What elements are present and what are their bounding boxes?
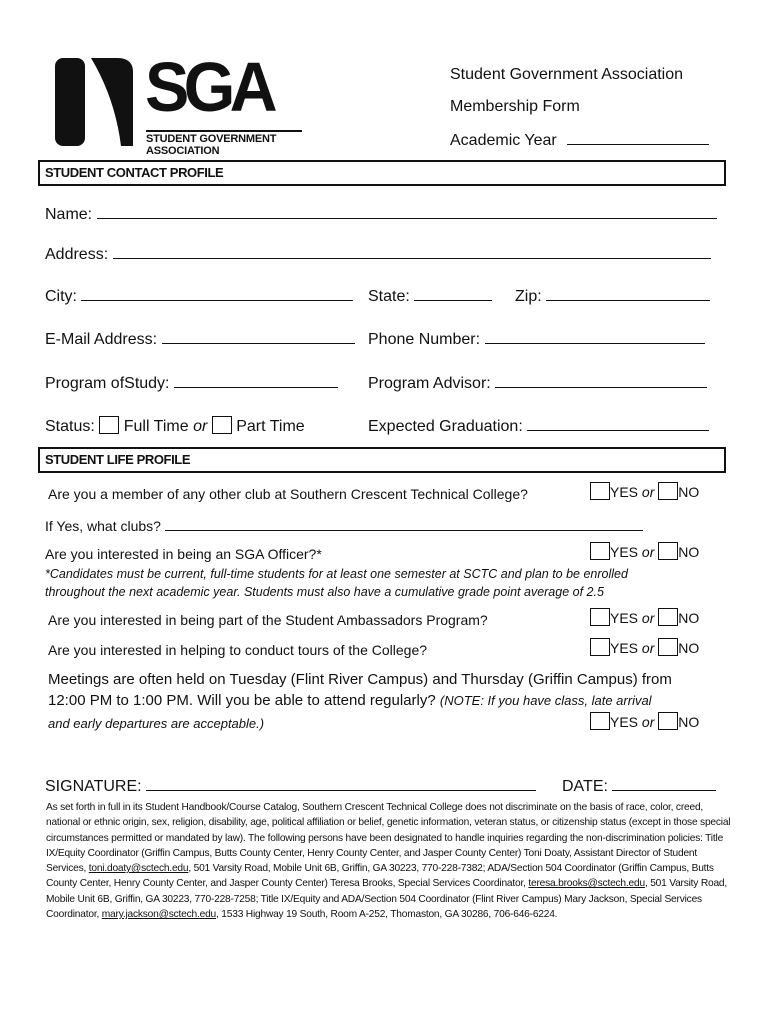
address-field[interactable] xyxy=(45,244,711,264)
name-line[interactable] xyxy=(97,204,717,219)
which-clubs-label: If Yes, what clubs? xyxy=(45,518,161,534)
signature-label: SIGNATURE: xyxy=(45,778,142,795)
meetings-yes-no xyxy=(590,712,699,730)
meetings-no-checkbox[interactable] xyxy=(658,712,678,730)
sga-logo-text: SGA xyxy=(145,48,273,126)
or-label: or xyxy=(641,544,655,560)
yes-label: YES xyxy=(610,640,639,656)
graduation-label: Expected Graduation: xyxy=(368,418,523,435)
notice-text-3: , 501 Varsity Road, Mobile Unit 6B, Griffin, GA 30223, 770-228-7258; Title IX/Equity and ADA/Section 504 Coordinator (Flint River Campus) Mary Jackson, Special Services Coordinator, xyxy=(46,878,728,921)
meetings-question: 12:00 PM to 1:00 PM. Will you be able to attend regularly? xyxy=(48,692,436,709)
academic-year-field[interactable] xyxy=(450,130,709,150)
teresa-email-link[interactable]: teresa.brooks@sctech.edu xyxy=(528,878,645,890)
phone-label: Phone Number: xyxy=(368,331,481,348)
city-field[interactable] xyxy=(45,286,353,306)
which-clubs-field[interactable] xyxy=(45,516,643,534)
or-label: or xyxy=(641,640,655,656)
sga-logo-mark xyxy=(55,58,133,146)
non-discrimination-notice xyxy=(46,800,731,922)
zip-label: Zip: xyxy=(515,288,542,305)
program-line[interactable] xyxy=(174,373,338,388)
status-field xyxy=(45,416,305,436)
contact-section-title: STUDENT CONTACT PROFILE xyxy=(45,165,224,180)
advisor-field[interactable] xyxy=(368,373,707,393)
ambassadors-yes-no xyxy=(590,608,699,626)
or-label: or xyxy=(641,610,655,626)
ambassadors-yes-checkbox[interactable] xyxy=(590,608,610,626)
graduation-field[interactable] xyxy=(368,416,709,436)
city-line[interactable] xyxy=(81,286,353,301)
no-label: NO xyxy=(678,610,700,626)
club-no-checkbox[interactable] xyxy=(658,482,678,500)
officer-question: Are you interested in being an SGA Officer?* xyxy=(45,546,322,562)
graduation-line[interactable] xyxy=(527,416,709,431)
yes-label: YES xyxy=(610,544,639,560)
full-time-label: Full Time xyxy=(123,418,189,435)
life-section-title: STUDENT LIFE PROFILE xyxy=(45,452,191,467)
no-label: NO xyxy=(678,714,700,730)
club-yes-no xyxy=(590,482,699,500)
or-label: or xyxy=(641,714,655,730)
life-section-header xyxy=(38,447,726,473)
meetings-yes-checkbox[interactable] xyxy=(590,712,610,730)
advisor-line[interactable] xyxy=(495,373,707,388)
ambassadors-no-checkbox[interactable] xyxy=(658,608,678,626)
club-yes-checkbox[interactable] xyxy=(590,482,610,500)
email-field[interactable] xyxy=(45,329,355,349)
state-field[interactable] xyxy=(368,286,492,306)
date-field[interactable] xyxy=(562,776,716,796)
phone-field[interactable] xyxy=(368,329,705,349)
academic-year-label: Academic Year xyxy=(450,132,557,149)
officer-yes-no xyxy=(590,542,699,560)
tours-yes-checkbox[interactable] xyxy=(590,638,610,656)
contact-section-header xyxy=(38,160,726,186)
address-label: Address: xyxy=(45,246,109,263)
notice-text-2: , 501 Varsity Road, Mobile Unit 6B, Griffin, GA 30223, 770-228-7382; ADA/Section 504 Coordinator (Griffin Campus, Butts County Center, Henry County Center, and Jasper County Center) Teresa Brooks, Special Services Coordinator, xyxy=(46,863,714,890)
tours-yes-no xyxy=(590,638,699,656)
yes-label: YES xyxy=(610,714,639,730)
tours-no-checkbox[interactable] xyxy=(658,638,678,656)
program-field[interactable] xyxy=(45,373,338,393)
meetings-note-cont: and early departures are acceptable.) xyxy=(48,716,265,731)
officer-yes-checkbox[interactable] xyxy=(590,542,610,560)
state-line[interactable] xyxy=(414,286,492,301)
notice-text-4: , 1533 Highway 19 South, Room A-252, Thomaston, GA 30286, 706-646-6224. xyxy=(216,909,558,921)
academic-year-line[interactable] xyxy=(567,130,709,145)
club-question: Are you a member of any other club at Southern Crescent Technical College? xyxy=(48,486,528,502)
or-label: or xyxy=(193,418,208,435)
officer-note-line-1: *Candidates must be current, full-time students for at least one semester at SCTC and plan to be enrolled xyxy=(45,567,628,581)
city-label: City: xyxy=(45,288,77,305)
ambassadors-question: Are you interested in being part of the Student Ambassadors Program? xyxy=(48,612,488,628)
no-label: NO xyxy=(678,484,700,500)
which-clubs-line[interactable] xyxy=(165,516,643,531)
date-label: DATE: xyxy=(562,778,608,795)
address-line[interactable] xyxy=(113,244,711,259)
zip-field[interactable] xyxy=(515,286,710,306)
tours-question: Are you interested in helping to conduct tours of the College? xyxy=(48,642,428,658)
signature-line[interactable] xyxy=(146,776,536,791)
no-label: NO xyxy=(678,640,700,656)
yes-label: YES xyxy=(610,484,639,500)
meetings-note: (NOTE: If you have class, late arrival xyxy=(439,693,652,708)
notice-text-1: As set forth in full in its Student Handbook/Course Catalog, Southern Crescent Technical College does not discriminate on the basis of race, color, creed, national or ethnic origin, sex, religion, disability, age, political affiliation or belief, genetic information, veteran status, or citizenship status (except in those special circumstances permitted or mandated by law). The following persons have been designated to handle inquiries regarding the non-discrimination policies: Title IX/Equity Coordinator (Griffin Campus, Butts County Center, Henry County Center, and Jasper County Center) Toni Doaty, Assistant Director of Student Services, xyxy=(46,802,731,875)
sga-logo-subtitle: STUDENT GOVERNMENT ASSOCIATION xyxy=(146,130,302,157)
advisor-label: Program Advisor: xyxy=(368,375,491,392)
org-title: Student Government Association xyxy=(450,66,684,83)
status-label: Status: xyxy=(45,418,95,435)
email-line[interactable] xyxy=(162,329,355,344)
phone-line[interactable] xyxy=(485,329,705,344)
part-time-label: Part Time xyxy=(236,418,305,435)
name-field[interactable] xyxy=(45,204,717,224)
yes-label: YES xyxy=(610,610,639,626)
form-title: Membership Form xyxy=(450,98,580,115)
meetings-line-2 xyxy=(48,692,652,709)
email-label: E-Mail Address: xyxy=(45,331,158,348)
state-label: State: xyxy=(368,288,410,305)
date-line[interactable] xyxy=(612,776,716,791)
name-label: Name: xyxy=(45,206,93,223)
part-time-checkbox[interactable] xyxy=(212,416,232,434)
mary-email-link[interactable]: mary.jackson@sctech.edu xyxy=(101,909,217,921)
zip-line[interactable] xyxy=(546,286,710,301)
program-label: Program ofStudy: xyxy=(45,375,170,392)
meetings-line-1: Meetings are often held on Tuesday (Flint River Campus) and Thursday (Griffin Campus) from xyxy=(48,671,672,688)
or-label: or xyxy=(641,484,655,500)
toni-email-link[interactable]: toni.doaty@sctech.edu xyxy=(88,863,189,875)
full-time-checkbox[interactable] xyxy=(99,416,119,434)
no-label: NO xyxy=(678,544,700,560)
officer-note-line-2: throughout the next academic year. Students must also have a cumulative grade point average of 2.5 xyxy=(45,585,604,599)
officer-no-checkbox[interactable] xyxy=(658,542,678,560)
signature-field[interactable] xyxy=(45,776,536,796)
